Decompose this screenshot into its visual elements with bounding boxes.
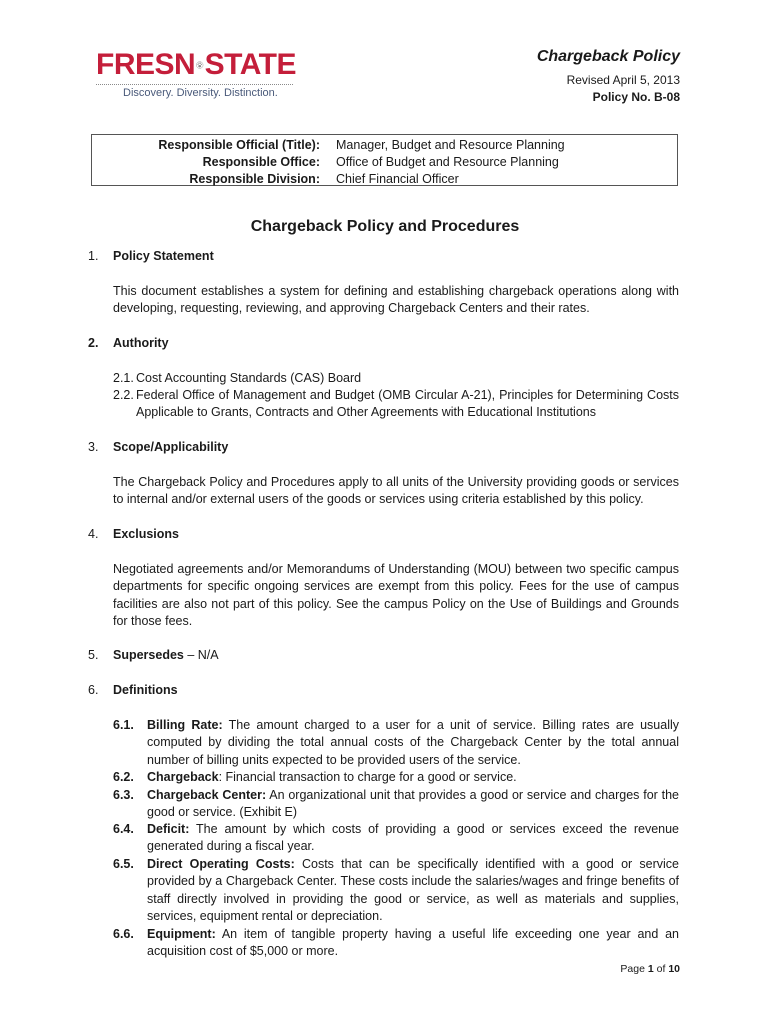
logo-text-right: STATE — [204, 48, 296, 81]
section-paragraph: Negotiated agreements and/or Memorandums of Understanding (MOU) between two specific campus departments for specific ongoing services are exempt from this policy. Fees for the use of campus facilities are also not part of this policy. See the campus Policy on the Use of Buildings and Grounds for those fees. — [113, 562, 679, 629]
page-number: 1 — [647, 963, 654, 975]
info-label: Responsible Office: — [202, 155, 320, 169]
logo-divider — [96, 84, 293, 85]
logo-tagline: Discovery. Diversity. Distinction. — [123, 87, 278, 99]
paw-icon — [196, 52, 203, 78]
definition-text: The amount by which costs of providing a good or services exceed the revenue generated during a fiscal year. — [147, 822, 679, 854]
section-heading: Exclusions — [113, 527, 179, 541]
logo-text-left: FRESN — [96, 48, 196, 81]
definition-item — [113, 769, 679, 786]
fresno-state-logo — [96, 50, 296, 100]
of-word: of — [653, 963, 669, 975]
definition-item — [113, 821, 679, 856]
list-item — [113, 387, 679, 422]
info-label: Responsible Division: — [189, 172, 320, 186]
definition-text: : Financial transaction to charge for a good or service. — [218, 770, 517, 784]
page-total: 10 — [668, 963, 680, 975]
definition-term: Chargeback — [147, 770, 219, 784]
list-item — [113, 370, 679, 387]
section-number: 4. — [88, 527, 99, 541]
definition-term: Chargeback Center: — [147, 788, 267, 802]
definition-text: An item of tangible property having a useful life exceeding one year and an acquisition cost of $5,000 or more. — [147, 927, 679, 959]
revised-date: Revised April 5, 2013 — [566, 73, 680, 87]
info-value: Chief Financial Officer — [336, 172, 459, 186]
policy-header — [537, 48, 680, 106]
supersedes-value: – N/A — [183, 648, 219, 662]
definition-item — [113, 787, 679, 822]
section-number: 1. — [88, 249, 99, 263]
item-text: Federal Office of Management and Budget (OMB Circular A-21), Principles for Determining Costs Applicable to Grants, Contracts and Other Agreements with Educational Institutions — [136, 388, 679, 420]
definition-number: 6.3. — [113, 788, 134, 802]
section-heading: Definitions — [113, 683, 178, 697]
definition-number: 6.1. — [113, 718, 134, 732]
definition-term: Equipment: — [147, 927, 216, 941]
section-paragraph: This document establishes a system for defining and establishing chargeback operations along with developing, requesting, reviewing, and approving Chargeback Centers and their rates. — [113, 284, 679, 316]
definition-number: 6.4. — [113, 822, 134, 836]
policy-title: Chargeback Policy — [536, 48, 680, 65]
definition-term: Deficit: — [147, 822, 190, 836]
section-number: 5. — [88, 648, 99, 662]
section-heading: Scope/Applicability — [113, 440, 229, 454]
responsibility-box — [91, 134, 678, 186]
page-footer — [620, 963, 680, 975]
item-text: Cost Accounting Standards (CAS) Board — [136, 371, 362, 385]
definition-number: 6.6. — [113, 927, 134, 941]
definition-number: 6.5. — [113, 857, 134, 871]
section-paragraph: The Chargeback Policy and Procedures apply to all units of the University providing goods or services to internal and/or external users of the goods or services using criteria established by this policy. — [113, 475, 679, 507]
definition-term: Billing Rate: — [147, 718, 223, 732]
section-number: 6. — [88, 683, 99, 697]
section-number: 3. — [88, 440, 99, 454]
definition-text: An organizational unit that provides a good or service and charges for the good or service. (Exhibit E) — [147, 788, 679, 820]
definition-text: The amount charged to a user for a unit of service. Billing rates are usually computed by dividing the total annual costs of the Chargeback Center by the total annual number of billing units expected to be provided users of the service. — [147, 718, 680, 767]
policy-number: Policy No. B-08 — [592, 90, 680, 104]
info-label: Responsible Official (Title): — [158, 138, 320, 152]
definition-term: Direct Operating Costs: — [147, 857, 295, 871]
definition-item — [113, 926, 679, 961]
section-heading: Supersedes — [113, 648, 184, 662]
definition-item — [113, 717, 679, 769]
section-heading: Authority — [113, 336, 169, 350]
supersedes-line — [113, 648, 219, 662]
item-number: 2.2. — [113, 388, 134, 402]
info-value: Manager, Budget and Resource Planning — [336, 138, 565, 152]
item-number: 2.1. — [113, 371, 134, 385]
definition-text: Costs that can be specifically identified with a good or service provided by a Chargeback Center. These costs include the salaries/wages and fringe benefits of staff directly involved in providing the good or service, as well as materials and supplies, services, equipment rental or depreciation. — [147, 857, 679, 924]
definition-item — [113, 856, 679, 926]
page-word: Page — [620, 963, 648, 975]
section-heading: Policy Statement — [113, 249, 214, 263]
definition-number: 6.2. — [113, 770, 134, 784]
document-title: Chargeback Policy and Procedures — [250, 218, 520, 235]
info-value: Office of Budget and Resource Planning — [336, 155, 559, 169]
section-number: 2. — [88, 336, 99, 350]
